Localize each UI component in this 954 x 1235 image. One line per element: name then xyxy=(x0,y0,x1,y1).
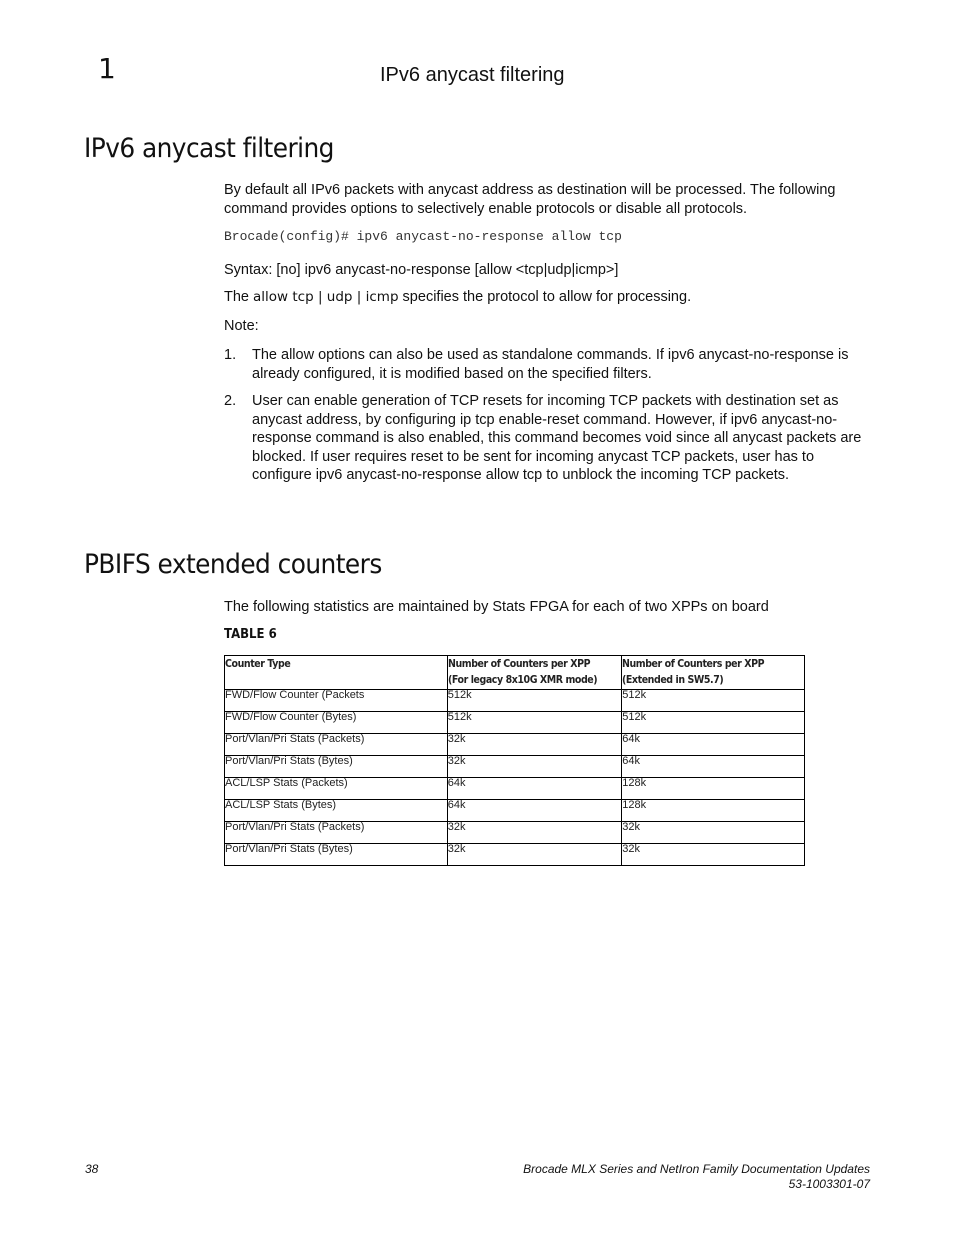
desc-post: specifies the protocol to allow for processing. xyxy=(398,289,692,305)
text-run: The xyxy=(252,347,282,363)
counters-table xyxy=(224,655,805,866)
list-text xyxy=(252,392,870,485)
text-run: command. However, if xyxy=(579,411,731,428)
table-cell: 512k xyxy=(447,712,621,734)
text-run: User can enable generation of TCP resets for incoming TCP packets with destination set as anycast address, by configuring xyxy=(252,393,839,428)
footer-doc-number: 53-1003301-07 xyxy=(788,1177,870,1191)
table-cell: 32k xyxy=(622,844,805,866)
table-cell: 64k xyxy=(622,734,805,756)
list-text xyxy=(252,346,870,383)
footer-doc-info xyxy=(523,1162,870,1192)
chapter-number: 1 xyxy=(98,52,116,85)
header-counter-type xyxy=(225,656,448,690)
table-cell: 32k xyxy=(447,734,621,756)
text-run: command is also enabled, this command becomes void since all anycast packets are blocked. If user requires reset to be sent for incoming anycast TCP packets, user has to configure xyxy=(252,430,862,483)
table-cell: Port/Vlan/Pri Stats (Packets) xyxy=(225,822,448,844)
text-run: is already configured, it is modified based on the specified filters. xyxy=(252,347,849,382)
table-cell: 128k xyxy=(622,778,805,800)
text-run: options can also be used as standalone commands. If xyxy=(314,347,668,363)
table-header-row xyxy=(225,656,805,690)
keyword: ipv6 anycast-no-response allow tcp xyxy=(315,467,543,483)
table-cell: 32k xyxy=(622,822,805,844)
table-cell: 512k xyxy=(622,690,805,712)
table-label: TABLE 6 xyxy=(224,627,277,642)
table-cell: FWD/Flow Counter (Packets xyxy=(225,690,448,712)
desc-keywords: allow tcp | udp | icmp xyxy=(253,289,399,305)
table-cell: 512k xyxy=(622,712,805,734)
note-label: Note: xyxy=(224,318,259,334)
syntax-line: Syntax: [no] ipv6 anycast-no-response [allow <tcp|udp|icmp>] xyxy=(224,262,619,278)
intro-paragraph: By default all IPv6 packets with anycast address as destination will be processed. The following command provides options to selectively enable protocols or disable all protocols. xyxy=(224,182,836,217)
keyword: ipv6 anycast-no-response xyxy=(252,411,838,446)
table-cell: ACL/LSP Stats (Bytes) xyxy=(225,800,448,822)
footer-doc-title: Brocade MLX Series and NetIron Family Documentation Updates xyxy=(523,1162,870,1176)
text-run: to unblock the incoming TCP packets. xyxy=(542,467,790,483)
table-row xyxy=(225,690,805,712)
table-cell: 512k xyxy=(447,690,621,712)
table-cell: Port/Vlan/Pri Stats (Bytes) xyxy=(225,844,448,866)
table-row xyxy=(225,734,805,756)
keyword: allow xyxy=(281,347,315,363)
table-cell: 64k xyxy=(447,778,621,800)
table-cell: 64k xyxy=(622,756,805,778)
keyword: ipv6 anycast-no-response xyxy=(667,347,834,363)
table-row xyxy=(225,844,805,866)
code-example: Brocade(config)# ipv6 anycast-no-response allow tcp xyxy=(224,229,622,244)
table-row xyxy=(225,800,805,822)
pbifs-intro: The following statistics are maintained by Stats FPGA for each of two XPPs on board xyxy=(224,599,769,615)
list-number: 1. xyxy=(224,347,237,363)
header-line: Number of Counters per XPP xyxy=(622,657,765,670)
header-line: (Extended in SW5.7) xyxy=(622,673,724,686)
list-number: 2. xyxy=(224,393,237,409)
table-cell: Port/Vlan/Pri Stats (Packets) xyxy=(225,734,448,756)
page-number: 38 xyxy=(85,1162,99,1176)
header-line: (For legacy 8x10G XMR mode) xyxy=(447,673,597,686)
parameter-description xyxy=(224,289,691,305)
table-cell: ACL/LSP Stats (Packets) xyxy=(225,778,448,800)
table-row xyxy=(225,712,805,734)
section-title-pbifs: PBIFS extended counters xyxy=(84,549,382,580)
table-cell: FWD/Flow Counter (Bytes) xyxy=(225,712,448,734)
table-row xyxy=(225,778,805,800)
header-line: Counter Type xyxy=(225,657,291,670)
header-legacy xyxy=(447,656,621,690)
table-cell: 32k xyxy=(447,822,621,844)
keyword: ip tcp enable-reset xyxy=(459,411,580,428)
table-cell: 32k xyxy=(447,844,621,866)
table-cell: 32k xyxy=(447,756,621,778)
table-cell: 128k xyxy=(622,800,805,822)
desc-pre: The xyxy=(224,289,254,305)
table-cell: Port/Vlan/Pri Stats (Bytes) xyxy=(225,756,448,778)
header-extended xyxy=(622,656,805,690)
table-row xyxy=(225,756,805,778)
section-title-ipv6-anycast: IPv6 anycast filtering xyxy=(84,133,334,164)
table-cell: 64k xyxy=(447,800,621,822)
table-row xyxy=(225,822,805,844)
running-header: IPv6 anycast filtering xyxy=(380,64,565,86)
header-line: Number of Counters per XPP xyxy=(447,657,590,670)
